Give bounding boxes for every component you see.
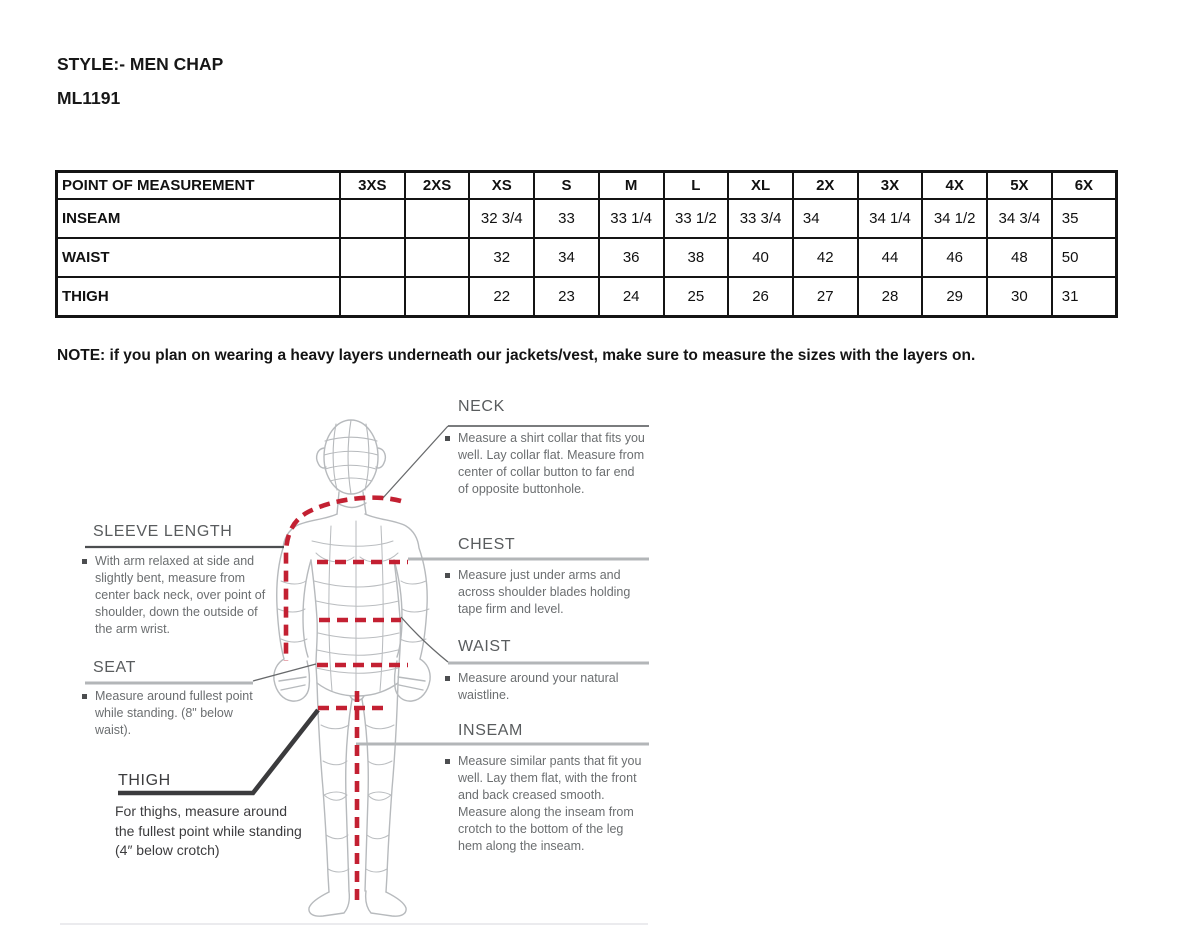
size-cell: 40 xyxy=(728,238,793,277)
bullet-square-icon xyxy=(445,436,450,441)
size-cell xyxy=(405,238,470,277)
size-cell: 32 3/4 xyxy=(469,199,534,238)
size-table xyxy=(55,170,1118,318)
column-header-l: L xyxy=(664,172,729,200)
row-label: THIGH xyxy=(57,277,341,317)
guide-section-thigh xyxy=(115,802,305,861)
table-row-thigh xyxy=(57,277,1117,317)
measurement-guide-diagram xyxy=(60,393,650,926)
size-cell: 32 xyxy=(469,238,534,277)
guide-section-waist xyxy=(445,670,645,704)
size-cell xyxy=(405,199,470,238)
note-text: NOTE: if you plan on wearing a heavy layers underneath our jackets/vest, make sure to measure the sizes with the layers on. xyxy=(57,347,976,364)
column-header-point-of-measurement: POINT OF MEASUREMENT xyxy=(57,172,341,200)
guide-description-waist: Measure around your natural waistline. xyxy=(458,671,619,702)
guide-section-chest xyxy=(445,567,645,618)
document-header xyxy=(57,54,223,109)
table-row-inseam xyxy=(57,199,1117,238)
column-header-2xs: 2XS xyxy=(405,172,470,200)
size-cell: 30 xyxy=(987,277,1052,317)
guide-section-seat xyxy=(82,688,267,739)
size-cell: 34 xyxy=(534,238,599,277)
size-cell: 42 xyxy=(793,238,858,277)
guide-title-sleeve-length: SLEEVE LENGTH xyxy=(93,523,233,540)
size-cell: 28 xyxy=(858,277,923,317)
size-cell xyxy=(340,277,405,317)
size-cell: 33 xyxy=(534,199,599,238)
bullet-square-icon xyxy=(445,676,450,681)
size-cell: 34 3/4 xyxy=(987,199,1052,238)
size-cell: 48 xyxy=(987,238,1052,277)
row-label: WAIST xyxy=(57,238,341,277)
model-number: ML1191 xyxy=(57,88,121,108)
guide-title-chest: CHEST xyxy=(458,536,516,553)
guide-title-thigh: THIGH xyxy=(118,772,171,789)
table-row-waist xyxy=(57,238,1117,277)
column-header-m: M xyxy=(599,172,664,200)
size-cell: 38 xyxy=(664,238,729,277)
size-cell: 25 xyxy=(664,277,729,317)
size-cell: 50 xyxy=(1052,238,1117,277)
size-cell xyxy=(340,238,405,277)
guide-description-neck: Measure a shirt collar that fits you well. Lay collar flat. Measure from center of collar button to far end of opposite buttonhole. xyxy=(458,431,645,496)
guide-section-neck xyxy=(445,430,645,498)
bullet-square-icon xyxy=(82,559,87,564)
size-cell: 46 xyxy=(922,238,987,277)
size-cell: 33 1/2 xyxy=(664,199,729,238)
guide-description-inseam: Measure similar pants that fit you well. Lay them flat, with the front and back creased smooth. Measure along the inseam from crotch to the bottom of the leg hem along the inseam. xyxy=(458,754,642,853)
column-header-3xs: 3XS xyxy=(340,172,405,200)
size-cell: 22 xyxy=(469,277,534,317)
seat-leader-line xyxy=(253,664,316,681)
guide-description-thigh: For thighs, measure around the fullest point while standing (4″ below crotch) xyxy=(115,803,302,858)
guide-title-waist: WAIST xyxy=(458,638,512,655)
size-cell: 36 xyxy=(599,238,664,277)
row-label: INSEAM xyxy=(57,199,341,238)
guide-description-seat: Measure around fullest point while standing. (8" below waist). xyxy=(95,689,253,737)
guide-title-seat: SEAT xyxy=(93,659,137,676)
guide-section-inseam xyxy=(445,753,645,855)
size-cell: 33 3/4 xyxy=(728,199,793,238)
size-cell: 44 xyxy=(858,238,923,277)
size-cell: 23 xyxy=(534,277,599,317)
column-header-6x: 6X xyxy=(1052,172,1117,200)
size-cell xyxy=(405,277,470,317)
column-header-4x: 4X xyxy=(922,172,987,200)
size-table-header-row xyxy=(57,172,1117,200)
bullet-square-icon xyxy=(82,694,87,699)
guide-title-inseam: INSEAM xyxy=(458,722,523,739)
column-header-s: S xyxy=(534,172,599,200)
column-header-5x: 5X xyxy=(987,172,1052,200)
column-header-2x: 2X xyxy=(793,172,858,200)
size-cell xyxy=(340,199,405,238)
size-cell: 27 xyxy=(793,277,858,317)
size-cell: 35 xyxy=(1052,199,1117,238)
guide-section-sleeve-length xyxy=(82,553,272,638)
guide-description-chest: Measure just under arms and across shoulder blades holding tape firm and level. xyxy=(458,568,631,616)
style-title: STYLE:- MEN CHAP xyxy=(57,54,224,74)
neck-leader-line xyxy=(382,426,448,499)
size-cell: 31 xyxy=(1052,277,1117,317)
column-header-xl: XL xyxy=(728,172,793,200)
column-header-xs: XS xyxy=(469,172,534,200)
size-cell: 26 xyxy=(728,277,793,317)
size-cell: 33 1/4 xyxy=(599,199,664,238)
size-cell: 34 1/2 xyxy=(922,199,987,238)
guide-title-neck: NECK xyxy=(458,398,505,415)
bullet-square-icon xyxy=(445,759,450,764)
bullet-square-icon xyxy=(445,573,450,578)
guide-description-sleeve-length: With arm relaxed at side and slightly bent, measure from center back neck, over point of shoulder, down the outside of the arm wrist. xyxy=(95,554,266,636)
size-cell: 34 1/4 xyxy=(858,199,923,238)
size-cell: 34 xyxy=(793,199,858,238)
size-cell: 24 xyxy=(599,277,664,317)
column-header-3x: 3X xyxy=(858,172,923,200)
size-cell: 29 xyxy=(922,277,987,317)
